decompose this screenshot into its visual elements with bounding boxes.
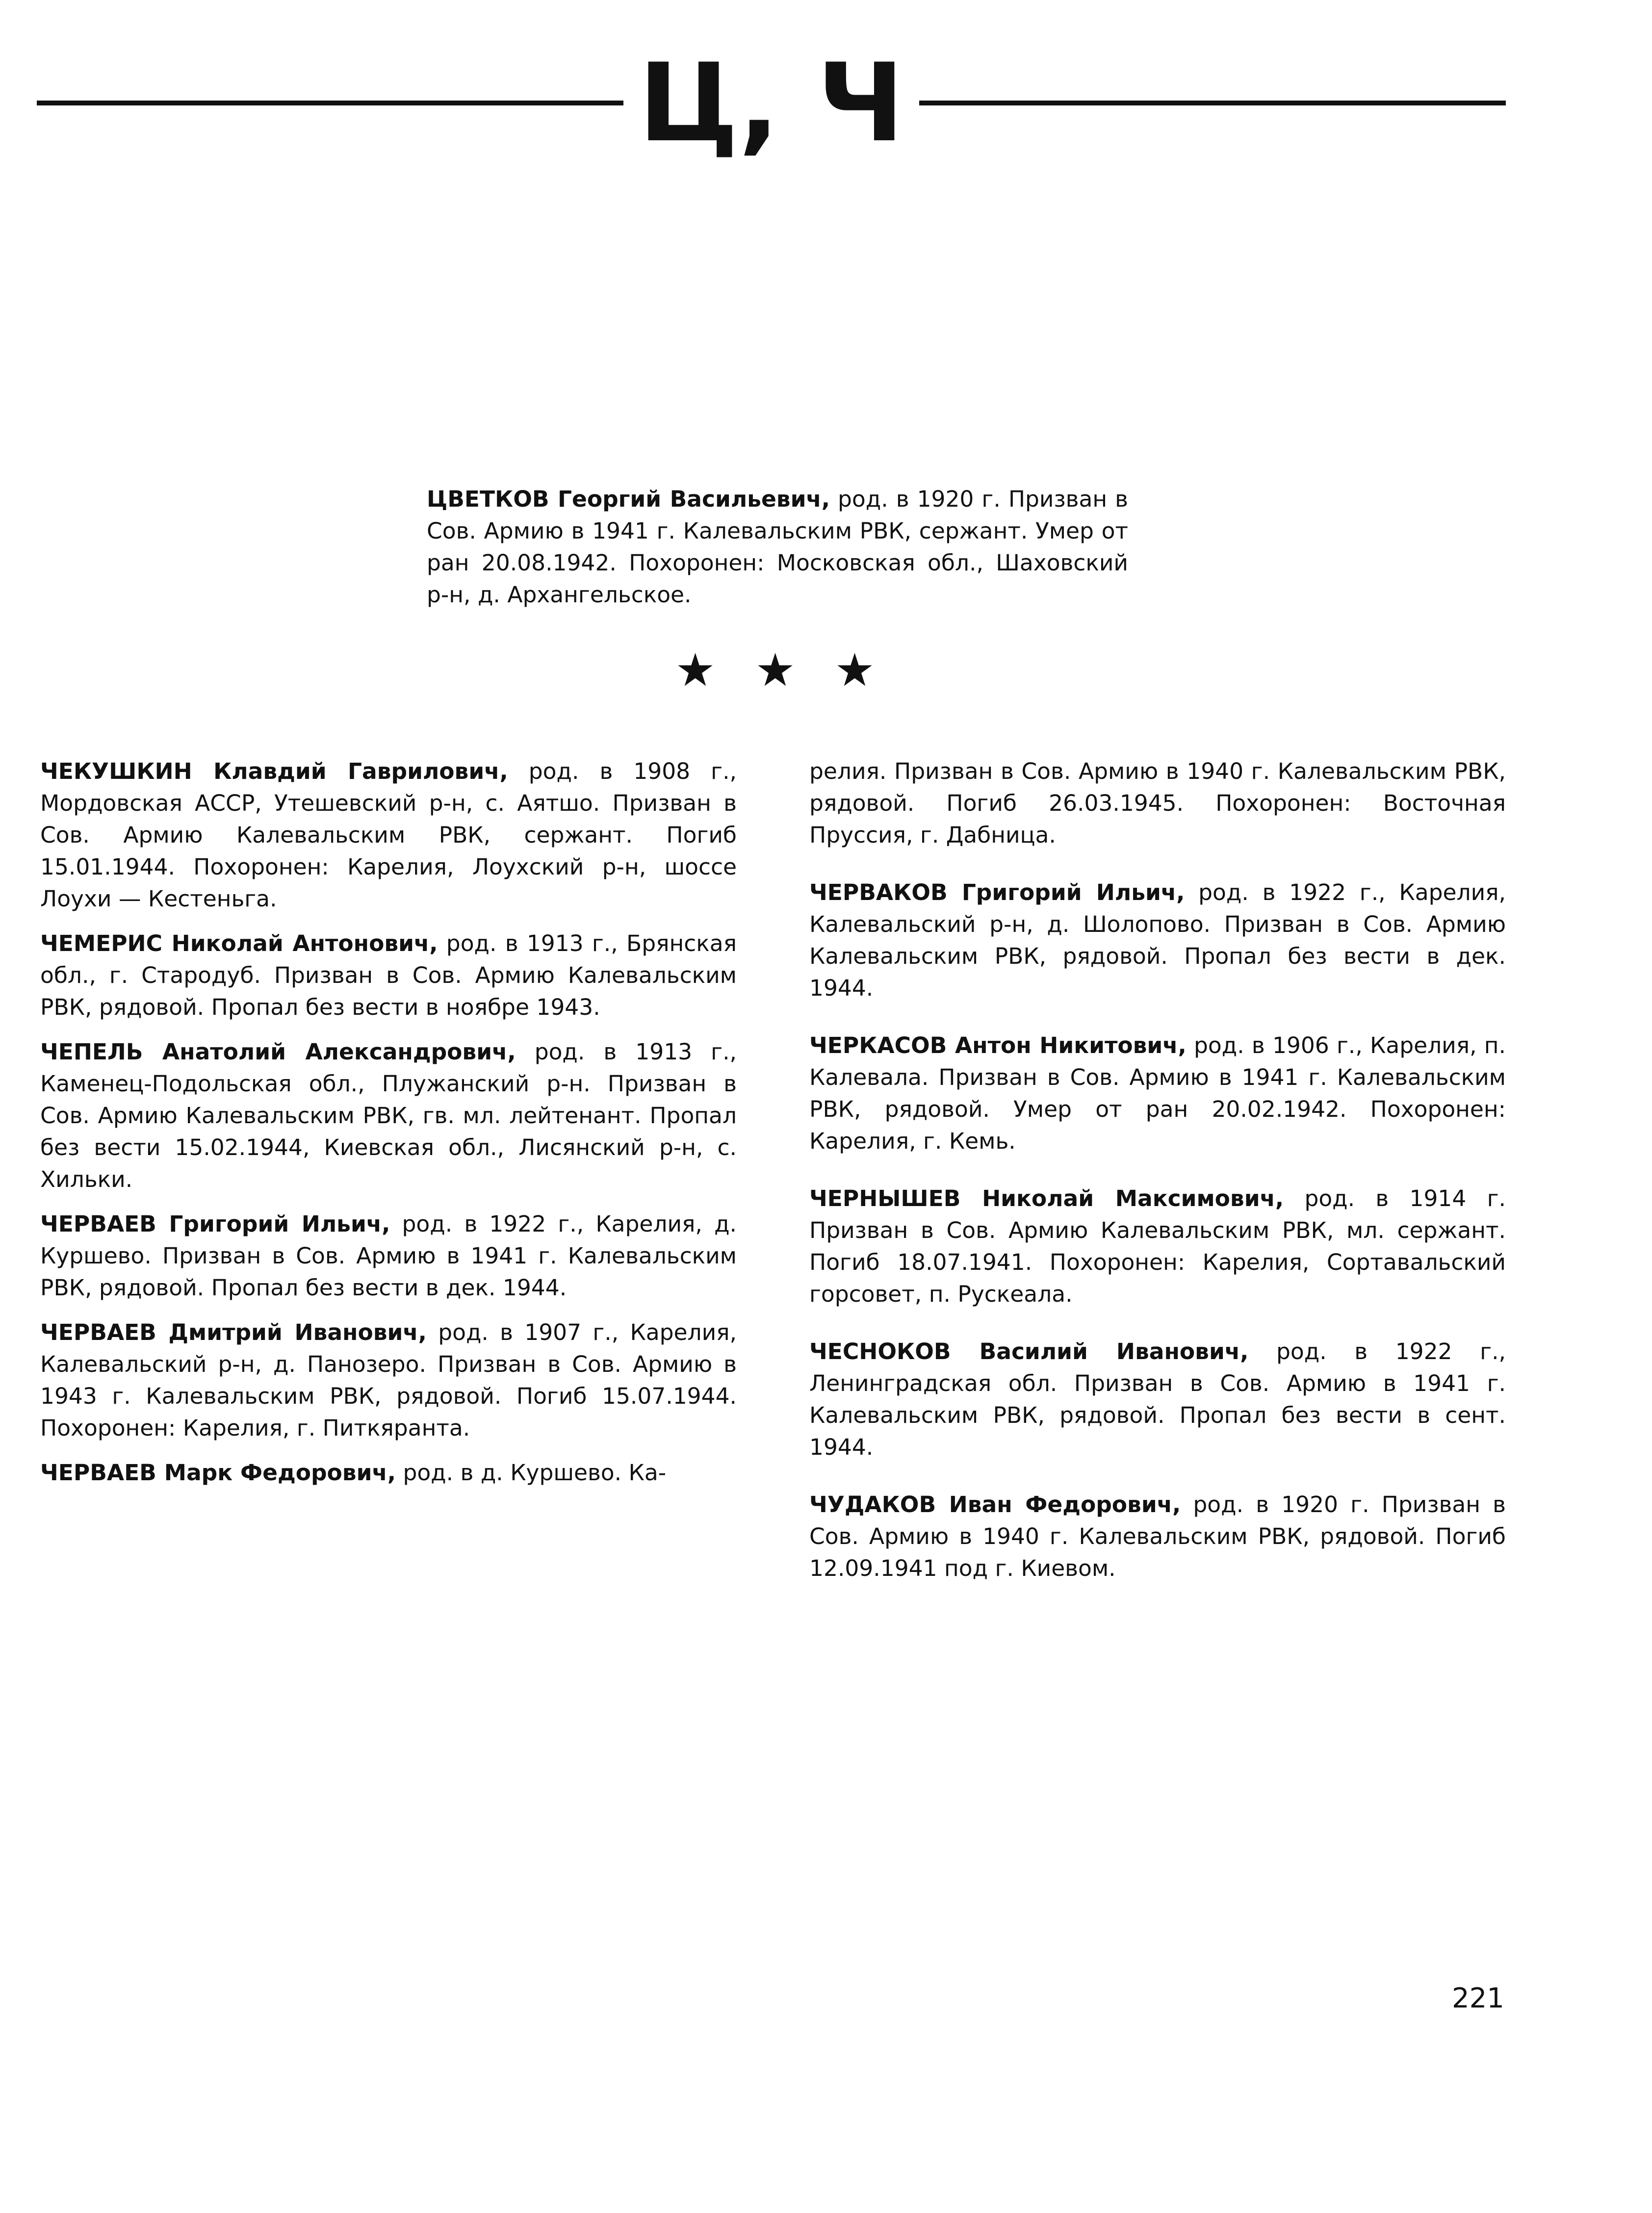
entry-cherkasov	[809, 1029, 1506, 1157]
entry-chervakov	[809, 876, 1506, 1004]
entry-name: ЦВЕТКОВ Георгий Васильевич,	[427, 486, 830, 512]
header-rule-left	[37, 101, 623, 105]
entry-name: ЧУДАКОВ Иван Федорович,	[809, 1492, 1181, 1518]
star-separator	[677, 645, 873, 694]
entry-chervaev-grigory	[40, 1208, 737, 1304]
section-letters: Ц, Ч	[638, 40, 904, 166]
entry-name: ЧЕРНЫШЕВ Николай Максимович,	[809, 1185, 1284, 1211]
entry-text: род. в 1920 г. Призван в Сов. Армию в 1940 г. Калевальским РВК, рядовой. Погиб 12.09.1941 под г. Киевом.	[809, 1492, 1506, 1581]
entry-text: род. в 1913 г., Каменец-Подольская обл., Плужанский р-н. Призван в Сов. Армию Калевальским РВК, гв. мл. лейтенант. Пропал без вести 15.02.1944, Киевская обл., Лисянский р-н, с. Хильки.	[40, 1039, 737, 1192]
entry-chemeris	[40, 927, 737, 1023]
entry-text: род. в 1922 г., Карелия, Калевальский р-н, д. Шолопово. Призван в Сов. Армию Калевальским РВК, рядовой. Пропал без вести в дек. 1944.	[809, 879, 1506, 1001]
entry-name: ЧЕРКАСОВ Антон Никитович,	[809, 1032, 1187, 1058]
entry-name: ЧЕРВАКОВ Григорий Ильич,	[809, 879, 1185, 905]
entry-chepel	[40, 1036, 737, 1195]
star-icon	[836, 651, 873, 688]
section-header	[37, 40, 1506, 166]
entry-chervaev-mark	[40, 1457, 737, 1489]
right-column	[809, 755, 1506, 1610]
entry-name: ЧЕСНОКОВ Василий Иванович,	[809, 1338, 1249, 1364]
entry-text: род. в 1907 г., Карелия, Калевальский р-н, д. Панозеро. Призван в Сов. Армию в 1943 г. Калевальским РВК, рядовой. Погиб 15.07.1944. Похоронен: Карелия, г. Питкяранта.	[40, 1319, 737, 1441]
left-column	[40, 755, 737, 1501]
star-icon	[757, 651, 794, 688]
entry-text: род. в 1908 г., Мордовская АССР, Утешевский р-н, с. Аятшо. Призван в Сов. Армию Калевальским РВК, сержант. Погиб 15.01.1944. Похоронен: Карелия, Лоухский р-н, шоссе Лоухи — Кестеньга.	[40, 758, 737, 912]
entry-name: ЧЕРВАЕВ Дмитрий Иванович,	[40, 1319, 427, 1345]
entry-text: род. в 1914 г. Призван в Сов. Армию Калевальским РВК, мл. сержант. Погиб 18.07.1941. Похоронен: Карелия, Сортавальский горсовет, п. Рускеала.	[809, 1185, 1506, 1307]
entry-text: род. в 1913 г., Брянская обл., г. Стародуб. Призван в Сов. Армию Калевальским РВК, рядовой. Пропал без вести в ноябре 1943.	[40, 930, 737, 1020]
entry-text: род. в 1920 г. Призван в Сов. Армию в 1941 г. Калевальским РВК, сержант. Умер от ран 20.08.1942. Похоронен: Московская обл., Шаховский р-н, д. Архангельское.	[427, 486, 1128, 608]
entry-chervaev-dmitry	[40, 1316, 737, 1444]
entry-name: ЧЕРВАЕВ Григорий Ильич,	[40, 1211, 390, 1237]
entry-name: ЧЕРВАЕВ Марк Федорович,	[40, 1460, 396, 1486]
star-icon	[677, 651, 714, 688]
entry-text: род. в д. Куршево. Ка-	[395, 1460, 667, 1486]
entry-chernyshev	[809, 1183, 1506, 1310]
entry-text: род. в 1922 г., Ленинградская обл. Призван в Сов. Армию в 1941 г. Калевальским РВК, рядовой. Пропал без вести в сент. 1944.	[809, 1338, 1506, 1460]
entry-tsvetkov	[427, 483, 1128, 611]
entry-chekushkin	[40, 755, 737, 915]
entry-name: ЧЕМЕРИС Николай Антонович,	[40, 930, 438, 956]
entry-name: ЧЕКУШКИН Клавдий Гаврилович,	[40, 758, 508, 784]
entry-continuation: релия. Призван в Сов. Армию в 1940 г. Калевальским РВК, рядовой. Погиб 26.03.1945. Похоронен: Восточная Пруссия, г. Дабница.	[809, 758, 1506, 848]
entry-chesnokov	[809, 1336, 1506, 1463]
page-number: 221	[1452, 1982, 1504, 2014]
entry-text: род. в 1922 г., Карелия, д. Куршево. Призван в Сов. Армию в 1941 г. Калевальским РВК, рядовой. Пропал без вести в дек. 1944.	[40, 1211, 737, 1301]
entry-text: род. в 1906 г., Карелия, п. Калевала. Призван в Сов. Армию в 1941 г. Калевальским РВК, рядовой. Умер от ран 20.02.1942. Похоронен: Карелия, г. Кемь.	[809, 1032, 1506, 1154]
entry-name: ЧЕПЕЛЬ Анатолий Александрович,	[40, 1039, 516, 1065]
header-rule-right	[919, 101, 1506, 105]
entry-chudakov	[809, 1489, 1506, 1584]
